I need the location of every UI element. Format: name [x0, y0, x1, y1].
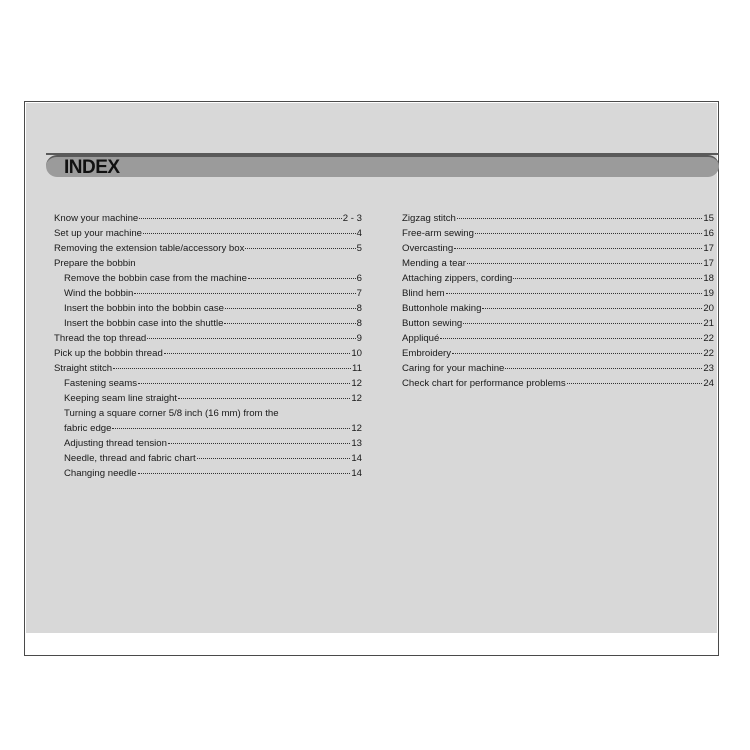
scanned-page-background: [26, 103, 717, 633]
index-entry-label: Wind the bobbin: [64, 288, 134, 299]
dot-leader: [224, 323, 355, 324]
index-entry: [402, 286, 714, 301]
index-entry-label: Needle, thread and fabric chart: [64, 453, 196, 464]
index-entry-label: Attaching zippers, cording: [402, 273, 513, 284]
index-entry-page: 17: [703, 243, 714, 254]
index-entry-label: Appliqué: [402, 333, 440, 344]
index-entry: [402, 346, 714, 361]
dot-leader: [440, 338, 702, 339]
index-entry-page: 6: [356, 273, 362, 284]
index-entry: [54, 436, 362, 451]
index-entry-page: 4: [356, 228, 362, 239]
index-entry-page: 18: [703, 273, 714, 284]
index-entry-page: 20: [703, 303, 714, 314]
index-entry-label: Removing the extension table/accessory box: [54, 243, 245, 254]
dot-leader: [463, 323, 702, 324]
dot-leader: [138, 383, 350, 384]
index-entry: [402, 226, 714, 241]
index-entry: [54, 421, 362, 436]
index-entry: [402, 361, 714, 376]
index-entry: [54, 376, 362, 391]
page-title: INDEX: [64, 157, 120, 178]
index-column-left: [54, 211, 362, 481]
index-entry-page: 14: [351, 453, 362, 464]
dot-leader: [138, 473, 351, 474]
index-entry-label: Check chart for performance problems: [402, 378, 566, 389]
index-entry: [54, 271, 362, 286]
index-entry-label: Know your machine: [54, 213, 139, 224]
dot-leader: [505, 368, 702, 369]
index-entry: [54, 391, 362, 406]
index-entry-label: Thread the top thread: [54, 333, 147, 344]
index-entry-page: 16: [703, 228, 714, 239]
dot-leader: [134, 293, 355, 294]
index-entry-label: Prepare the bobbin: [54, 258, 136, 269]
index-entry-label: Insert the bobbin case into the shuttle: [64, 318, 224, 329]
index-entry-page: 12: [351, 378, 362, 389]
dot-leader: [467, 263, 702, 264]
index-entry: [402, 331, 714, 346]
index-entry-page: 22: [703, 348, 714, 359]
index-entry-label: Caring for your machine: [402, 363, 505, 374]
index-entry-label: Adjusting thread tension: [64, 438, 167, 449]
index-entry: [402, 301, 714, 316]
index-entry-label: Free-arm sewing: [402, 228, 474, 239]
index-entry-page: 15: [703, 213, 714, 224]
index-entry-label: Mending a tear: [402, 258, 466, 269]
dot-leader: [164, 353, 351, 354]
index-entry-page: 12: [351, 423, 362, 434]
document-page: [24, 101, 719, 656]
dot-leader: [225, 308, 356, 309]
index-entry: [54, 226, 362, 241]
index-entry: [402, 256, 714, 271]
index-entry-label: Blind hem: [402, 288, 445, 299]
dot-leader: [513, 278, 702, 279]
index-entry-label: Fastening seams: [64, 378, 138, 389]
index-entry: [402, 241, 714, 256]
dot-leader: [248, 278, 356, 279]
index-entry-label: Pick up the bobbin thread: [54, 348, 163, 359]
index-entry-page: 10: [351, 348, 362, 359]
dot-leader: [457, 218, 702, 219]
index-entry: [54, 466, 362, 481]
index-entry-page: 22: [703, 333, 714, 344]
index-entry: [54, 361, 362, 376]
dot-leader: [112, 428, 350, 429]
index-entry: [54, 316, 362, 331]
index-entry-page: 21: [703, 318, 714, 329]
dot-leader: [178, 398, 350, 399]
index-entry: [402, 271, 714, 286]
dot-leader: [567, 383, 703, 384]
index-entry-label: Straight stitch: [54, 363, 113, 374]
index-entry: [54, 286, 362, 301]
index-entry-page: 12: [351, 393, 362, 404]
index-entry-label: Button sewing: [402, 318, 463, 329]
index-entry-page: 9: [356, 333, 362, 344]
index-entry-label: Zigzag stitch: [402, 213, 456, 224]
dot-leader: [452, 353, 702, 354]
dot-leader: [139, 218, 342, 219]
index-entry: [54, 256, 362, 271]
index-entry-page: 5: [356, 243, 362, 254]
index-entry-label: fabric edge: [64, 423, 112, 434]
dot-leader: [482, 308, 702, 309]
index-entry: [54, 301, 362, 316]
index-entry-page: 19: [703, 288, 714, 299]
dot-leader: [168, 443, 350, 444]
index-entry: [54, 211, 362, 226]
index-entry-label: Insert the bobbin into the bobbin case: [64, 303, 225, 314]
index-entry-label: Buttonhole making: [402, 303, 482, 314]
index-entry-page: 8: [356, 303, 362, 314]
dot-leader: [475, 233, 702, 234]
index-entry-page: 7: [356, 288, 362, 299]
index-entry-label: Changing needle: [64, 468, 137, 479]
index-entry-page: 2 - 3: [342, 213, 362, 224]
index-entry-page: 24: [703, 378, 714, 389]
index-entry-label: Embroidery: [402, 348, 452, 359]
index-entry-label: Remove the bobbin case from the machine: [64, 273, 247, 284]
index-entry-label: Set up your machine: [54, 228, 142, 239]
index-entry-label: Keeping seam line straight: [64, 393, 178, 404]
index-column-right: [402, 211, 714, 391]
dot-leader: [143, 233, 356, 234]
index-entry: [402, 211, 714, 226]
dot-leader: [454, 248, 702, 249]
dot-leader: [245, 248, 355, 249]
index-entry: [402, 316, 714, 331]
index-entry: [54, 451, 362, 466]
index-entry-page: 14: [351, 468, 362, 479]
index-entry: [54, 241, 362, 256]
index-entry-label: Overcasting: [402, 243, 454, 254]
dot-leader: [113, 368, 351, 369]
index-entry-label: Turning a square corner 5/8 inch (16 mm) from the: [64, 408, 279, 419]
index-entry-page: 8: [356, 318, 362, 329]
dot-leader: [147, 338, 355, 339]
dot-leader: [197, 458, 351, 459]
index-entry-page: 17: [703, 258, 714, 269]
index-entry: [54, 331, 362, 346]
title-bar: [46, 155, 719, 177]
index-entry-page: 13: [351, 438, 362, 449]
index-entry-page: 23: [703, 363, 714, 374]
dot-leader: [446, 293, 703, 294]
index-entry: [402, 376, 714, 391]
index-entry: [54, 406, 362, 421]
index-entry: [54, 346, 362, 361]
index-entry-page: 11: [352, 363, 362, 374]
